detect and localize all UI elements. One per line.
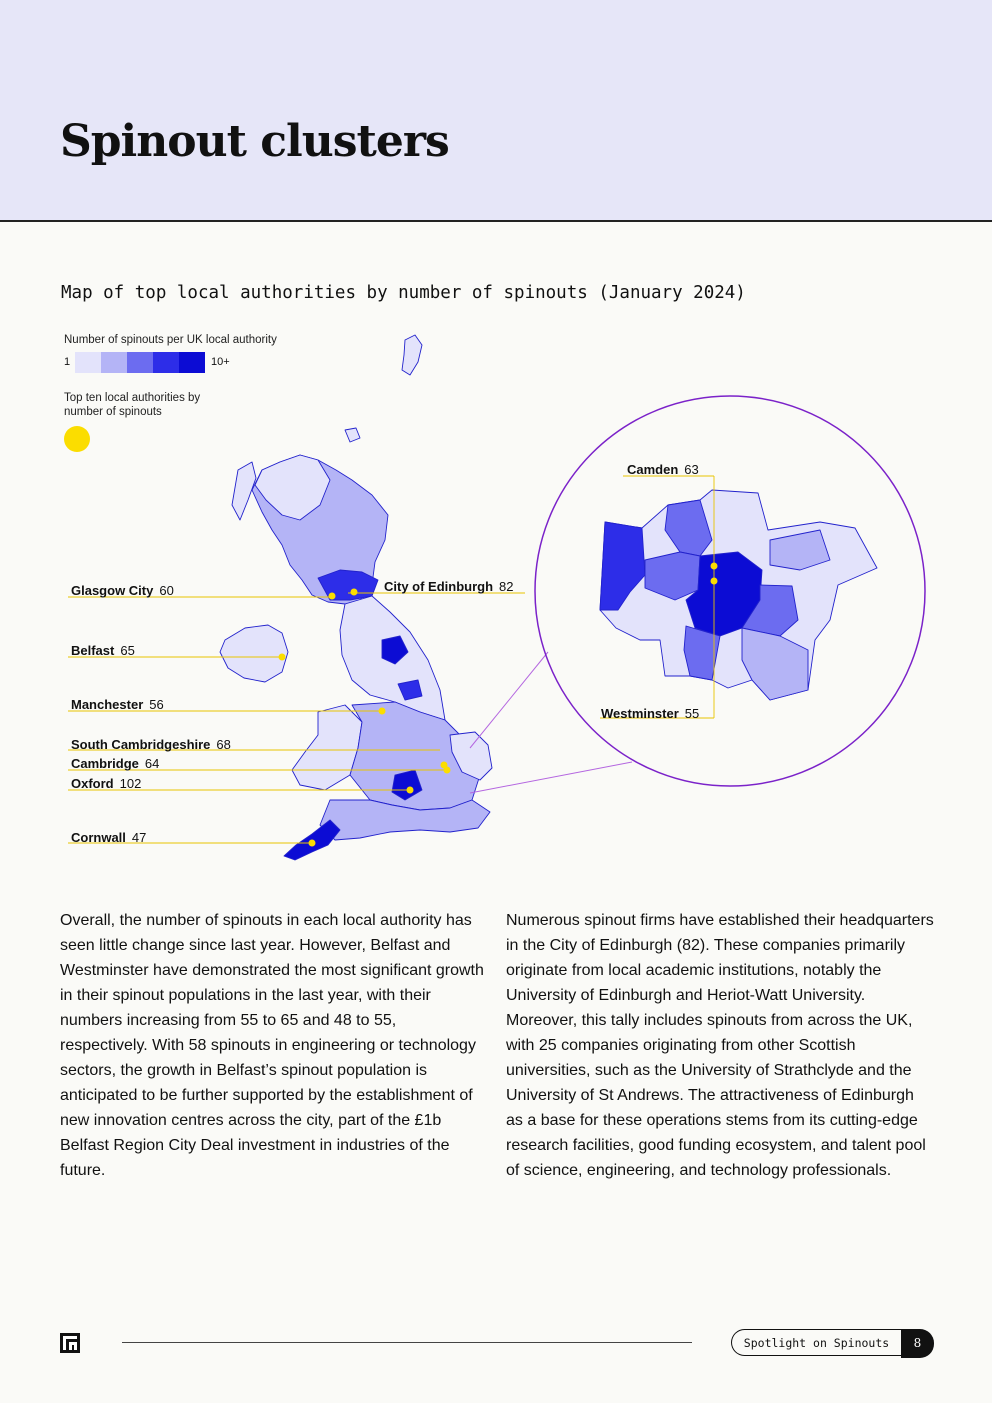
shetland-islands [402, 335, 422, 375]
callout-glasgow: Glasgow City 60 [71, 583, 174, 598]
footer-divider [122, 1342, 692, 1343]
northern-ireland-region [220, 625, 288, 682]
marker-cornwall [309, 840, 316, 847]
footer-report-name: Spotlight on Spinouts [731, 1329, 901, 1356]
callout-south-cambridgeshire: South Cambridgeshire 68 [71, 737, 231, 752]
marker-belfast [279, 654, 286, 661]
legend-scale-title: Number of spinouts per UK local authority [64, 334, 277, 346]
legend-scale-min: 1 [64, 356, 71, 368]
body-text-right: Numerous spinout firms have established their headquarters in the City of Edinburgh (82). These companies primarily originate from local academic institutions, notably the University of Edinburgh and Heriot-Watt University. Moreover, this tally includes spinouts from across the UK, with 25 companies originating from other Scottish universities, such as the University of Strathclyde and the University of St Andrews. The attractiveness of Edinburgh as a base for these operations stems from its cutting-edge research facilities, good funding ecosystem, and talent pool of science, engineering, and technology professionals. [506, 912, 934, 1179]
marker-edinburgh [351, 589, 358, 596]
callout-cornwall: Cornwall 47 [71, 830, 147, 845]
callout-manchester: Manchester 56 [71, 697, 164, 712]
orkney-islands [345, 428, 360, 442]
body-text-left: Overall, the number of spinouts in each local authority has seen little change since last year. However, Belfast and Westminster have demonstrated the most significant growth in their spinout populations in the last year, with their numbers increasing from 55 to 65 and 48 to 55, respectively. With 58 spinouts in engineering or technology sectors, the growth in Belfast’s spinout population is anticipated to be further supported by the establishment of new innovation centres across the city, part of the £1b Belfast Region City Deal investment in industries of the future. [60, 912, 484, 1179]
brand-logo-icon [60, 1333, 80, 1353]
callout-cambridge: Cambridge 64 [71, 756, 160, 771]
marker-oxford [407, 787, 414, 794]
callout-camden: Camden 63 [627, 462, 699, 477]
page-title: Spinout clusters [60, 116, 449, 167]
legend-top-ten-title: Top ten local authorities by number of spinouts [64, 392, 201, 418]
callout-westminster: Westminster 55 [601, 706, 700, 721]
callout-edinburgh: City of Edinburgh 82 [384, 579, 514, 594]
marker-glasgow [329, 593, 336, 600]
callout-belfast: Belfast 65 [71, 643, 135, 658]
marker-westminster [711, 578, 718, 585]
marker-cambridge [444, 767, 451, 774]
legend-scale-max: 10+ [211, 356, 230, 368]
footer-page-number: 8 [901, 1329, 934, 1358]
marker-camden [711, 563, 718, 570]
callout-oxford: Oxford 102 [71, 776, 142, 791]
marker-manchester [379, 708, 386, 715]
map-title: Map of top local authorities by number of spinouts (January 2024) [61, 283, 746, 303]
